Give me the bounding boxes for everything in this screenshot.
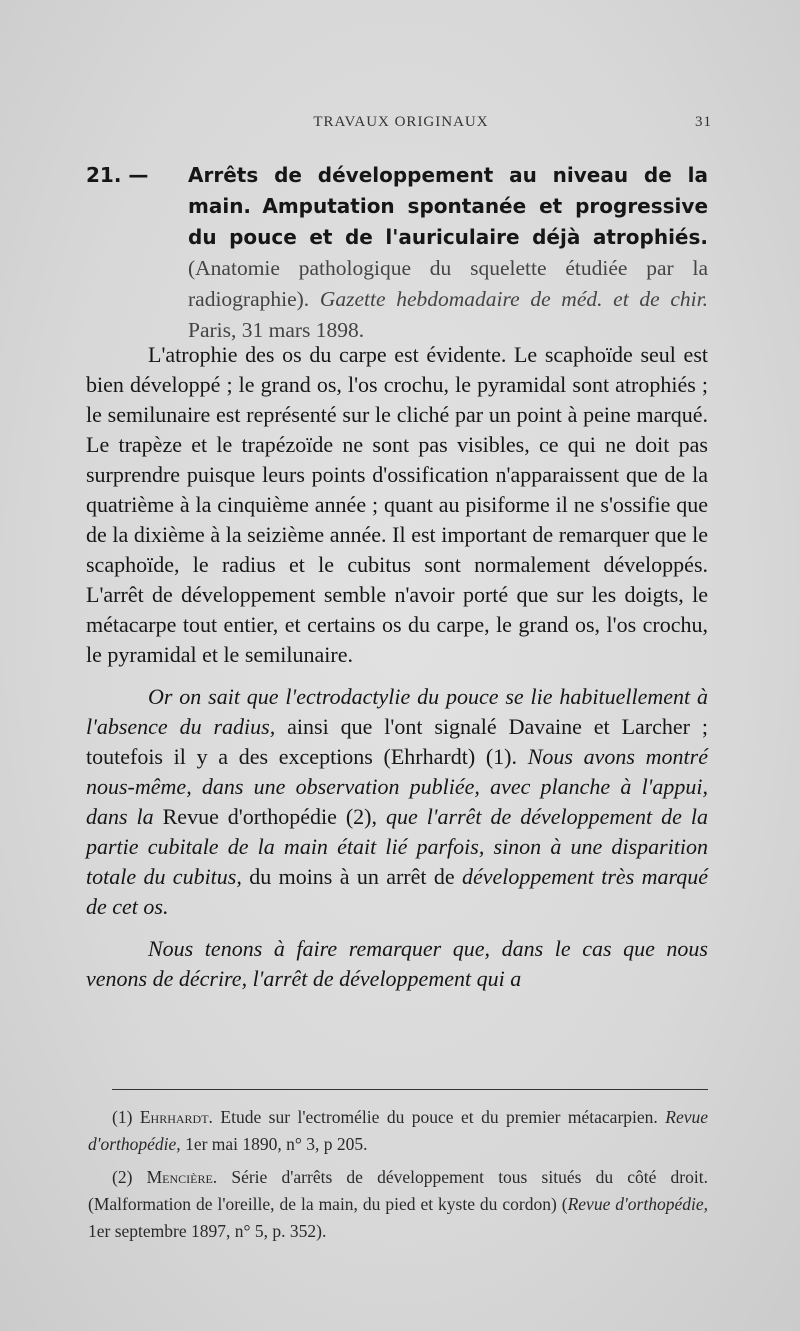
body-text — [86, 340, 708, 994]
footnote-2-author: Mencière. — [146, 1167, 218, 1187]
footnote-divider — [112, 1089, 708, 1090]
paragraph-1: L'atrophie des os du carpe est évidente. Le scaphoïde seul est bien développé ; le grand os, l'os crochu, le pyramidal sont atrophiés ; le semilunaire est représenté sur le cliché par un point à peine marqué. Le trapèze et le trapézoïde ne sont pas visibles, ce qui ne doit pas surprendre puisque leurs points d'ossification n'apparaissent que de la quatrième à la cinquième année ; quant au pisiforme il ne s'ossifie que de la dixième à la seizième année. Il est important de remarquer que le scaphoïde, le radius et le cubitus sont normalement développés. L'arrêt de développement semble n'avoir porté que sur les doigts, le métacarpe tout entier, et certains os du carpe, le grand os, l'os crochu, le pyramidal et le semilunaire. — [86, 342, 708, 667]
footnote-1 — [88, 1104, 708, 1158]
running-header — [90, 106, 712, 136]
p2-text-3: du moins à un arrêt de — [241, 864, 462, 889]
p2-italic-2: Nous avons montré nous-même, dans une observation publiée, avec planche à l'appui, dans la — [86, 744, 708, 829]
footnote-1-mark: (1) — [112, 1107, 133, 1127]
footnote-1-author: Ehrhardt. — [139, 1107, 213, 1127]
footnote-1-journal: Revue d'orthopédie, — [88, 1107, 708, 1154]
p2-italic-1: Or on sait que l'ectrodactylie du pouce se lie habituellement à l'absence du radius, — [86, 684, 708, 739]
entry-number: 21. — — [86, 163, 149, 187]
entry-subtitle: (Anatomie pathologique du squelette étudiée par la radiographie). — [188, 256, 708, 311]
paragraph-2 — [86, 682, 708, 922]
p2-text-1: ainsi que l'ont signalé Davaine et Larcher ; toutefois il y a des exceptions (Ehrhardt) (1). — [86, 714, 708, 769]
p2-text-2: Revue d'orthopédie (2), — [153, 804, 386, 829]
entry-date: Paris, 31 mars 1898. — [188, 318, 365, 342]
footnote-2-mark: (2) — [112, 1167, 133, 1187]
footnote-2-journal: Revue d'orthopédie, — [567, 1194, 708, 1214]
p3-italic-1: Nous tenons à faire remarquer que, dans le cas que nous venons de décrire, l'arrêt de développement qui a — [86, 936, 708, 991]
footnotes — [88, 1104, 708, 1251]
footnote-1-ref: 1er mai 1890, n° 3, p 205. — [180, 1134, 368, 1154]
footnote-2-text: Série d'arrêts de développement tous situés du côté droit. (Malformation de l'oreille, de la main, du pied et kyste du cordon) ( — [88, 1167, 708, 1214]
footnote-2-ref: 1er septembre 1897, n° 5, p. 352). — [88, 1221, 327, 1241]
entry-title-rest: Amputation spontanée et progressive du pouce et de l'auriculaire déjà atrophiés. — [188, 194, 709, 249]
footnote-1-text: Etude sur l'ectromélie du pouce et du premier métacarpien. — [212, 1107, 666, 1127]
footnote-2 — [88, 1164, 708, 1245]
running-title: TRAVAUX ORIGINAUX — [313, 114, 489, 130]
p2-italic-3: que l'arrêt de développement de la partie cubitale de la main était lié parfois, sinon à une disparition totale du cubitus, — [86, 804, 708, 889]
entry-title-line1: Arrêts de développement au niveau de la main. — [188, 163, 708, 218]
paragraph-3 — [86, 934, 708, 994]
entry-journal: Gazette hebdomadaire de méd. et de chir. — [319, 287, 708, 311]
entry-heading — [86, 160, 708, 346]
bibliography-entry — [86, 160, 708, 346]
page-number: 31 — [695, 114, 712, 130]
p2-italic-4: développement très marqué de cet os. — [86, 864, 709, 919]
